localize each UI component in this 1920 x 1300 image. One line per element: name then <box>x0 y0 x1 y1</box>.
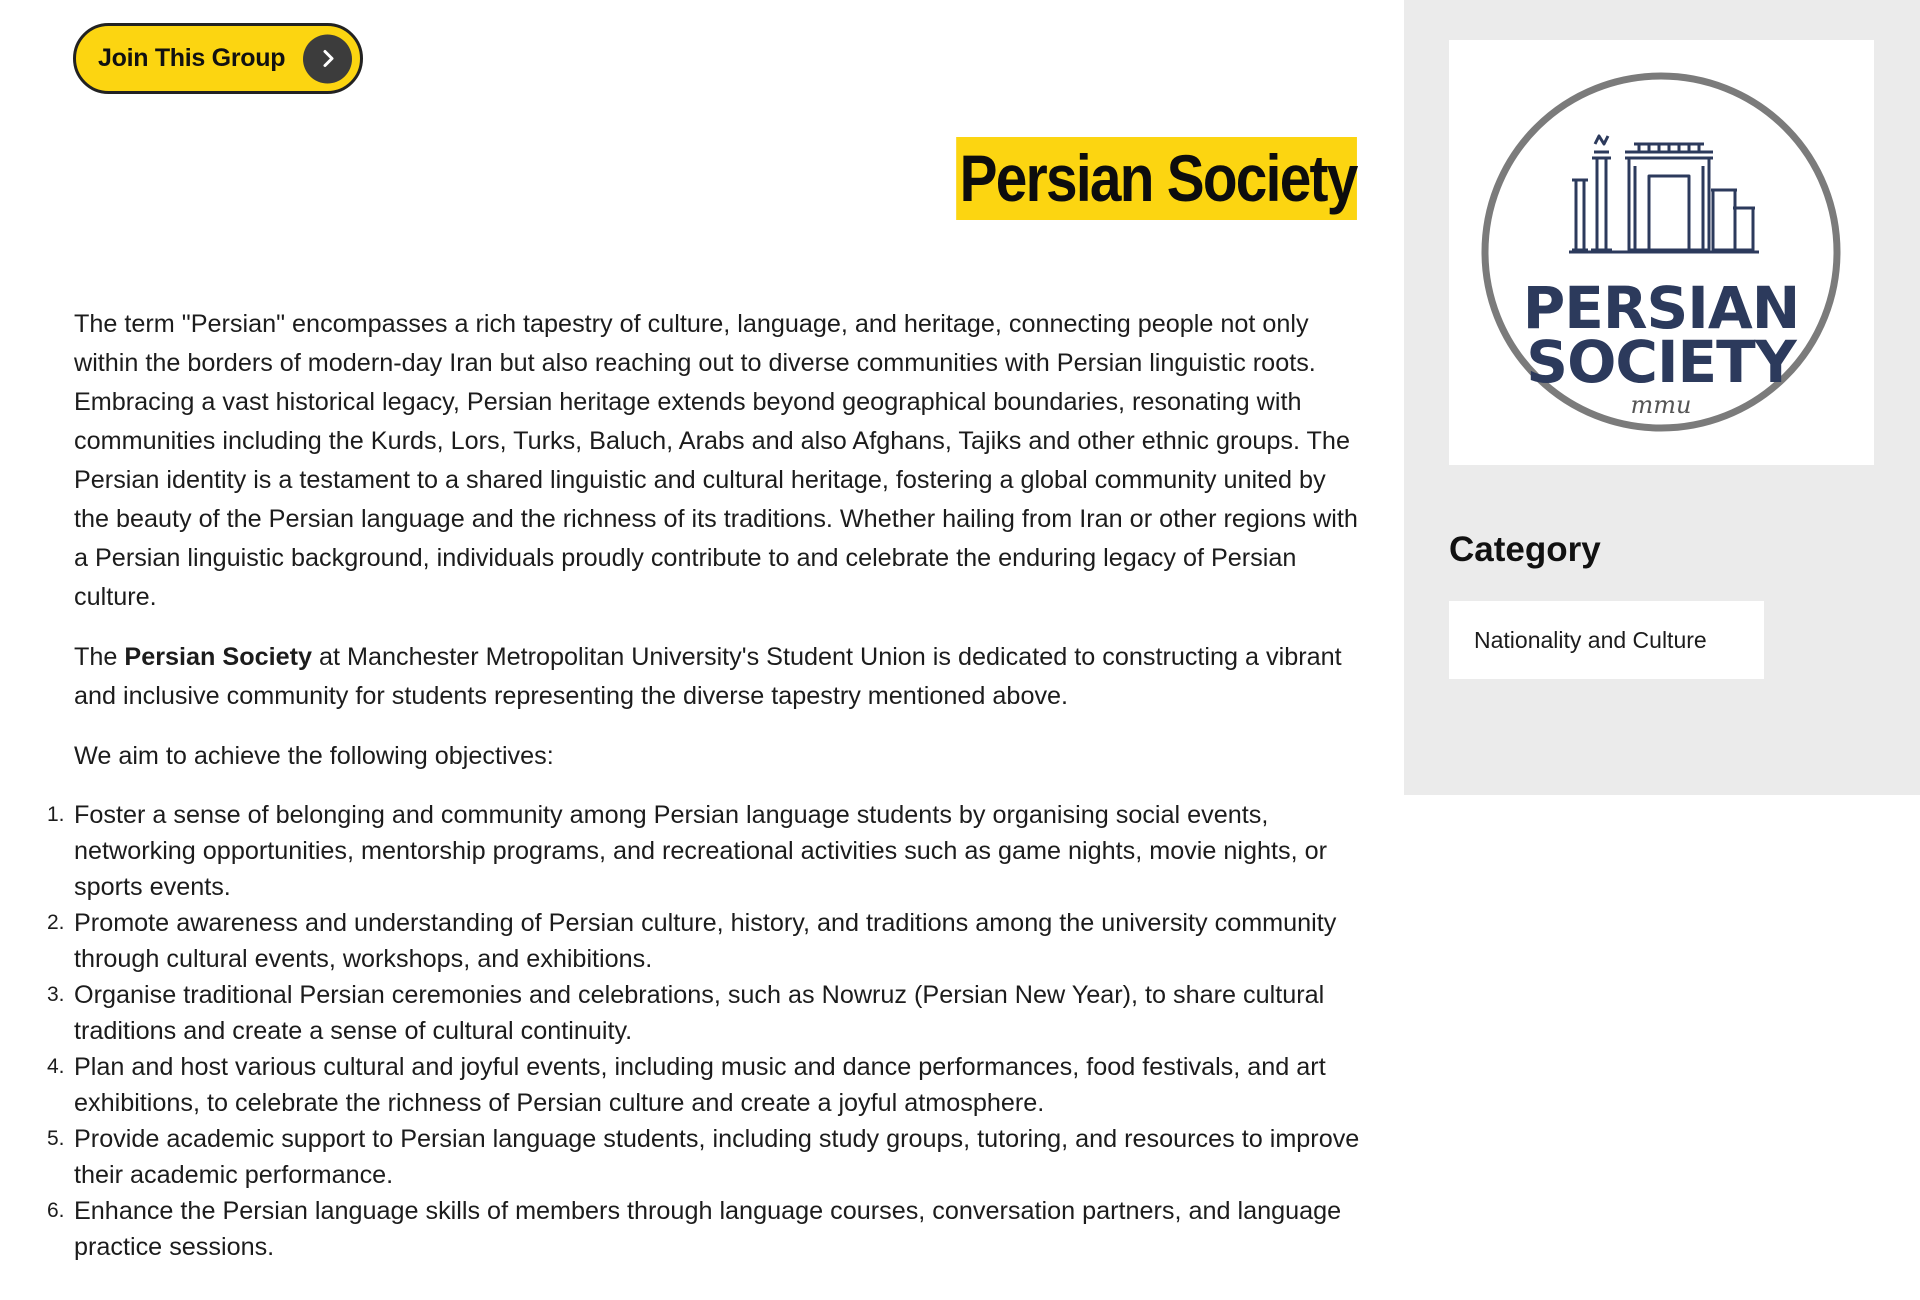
intro-paragraph: The term "Persian" encompasses a rich tapestry of culture, language, and heritage, connecting people not only within the borders of modern-day Iran but also reaching out to diverse communities with Persian linguistic roots. Embracing a vast historical legacy, Persian heritage extends beyond geographical boundaries, resonating with communities including the Kurds, Lors, Turks, Baluch, Arabs and also Afghans, Tajiks and other ethnic groups. The Persian identity is a testament to a shared linguistic and cultural heritage, fostering a global community united by the beauty of the Persian language and the richness of its traditions. Whether hailing from Iran or other regions with a Persian linguistic background, individuals proudly contribute to and celebrate the enduring legacy of Persian culture. <box>74 310 1358 611</box>
group-logo <box>1449 40 1874 465</box>
join-group-button[interactable] <box>73 23 363 94</box>
society-paragraph-prefix: The <box>74 643 125 671</box>
category-heading: Category <box>1449 530 1601 569</box>
category-tag-label: Nationality and Culture <box>1474 626 1707 653</box>
objective-number: 3. <box>47 983 65 1006</box>
logo-text-line1: PERSIAN <box>1522 274 1800 342</box>
society-name-bold: Persian Society <box>124 643 313 671</box>
group-description <box>47 305 1364 1265</box>
objective-number: 1. <box>47 803 65 826</box>
logo-script-text: mmu <box>1630 391 1692 419</box>
sidebar <box>1404 0 1920 795</box>
objective-text: Provide academic support to Persian language students, including study groups, tutoring, and resources to improve their academic performance. <box>74 1125 1360 1189</box>
category-tag[interactable] <box>1449 601 1764 679</box>
persian-society-logo-icon <box>1449 40 1874 465</box>
objective-text: Plan and host various cultural and joyful events, including music and dance performances, food festivals, and art exhibitions, to celebrate the richness of Persian culture and create a joyful atmosphere. <box>74 1053 1326 1117</box>
objective-number: 4. <box>47 1055 65 1078</box>
objective-item <box>47 1121 1364 1193</box>
society-paragraph-suffix: at Manchester Metropolitan University's Student Union is dedicated to constructing a vibrant and inclusive community for students representing the diverse tapestry mentioned above. <box>74 643 1342 710</box>
objective-text: Organise traditional Persian ceremonies and celebrations, such as Nowruz (Persian New Year), to share cultural traditions and create a sense of cultural continuity. <box>74 981 1325 1045</box>
objective-text: Foster a sense of belonging and community among Persian language students by organising social events, networking opportunities, mentorship programs, and recreational activities such as game nights, movie nights, or sports events. <box>74 801 1328 901</box>
objective-text: Promote awareness and understanding of Persian culture, history, and traditions among the university community through cultural events, workshops, and exhibitions. <box>74 909 1337 973</box>
objective-item <box>47 1193 1364 1265</box>
objective-number: 6. <box>47 1199 65 1222</box>
page-title: Persian Society <box>957 137 1357 220</box>
society-paragraph <box>74 638 1364 716</box>
join-group-label: Join This Group <box>98 44 286 72</box>
objective-item <box>47 1049 1364 1121</box>
objective-text: Enhance the Persian language skills of members through language courses, conversation partners, and language practice sessions. <box>74 1197 1342 1261</box>
objectives-intro: We aim to achieve the following objectives: <box>74 742 554 770</box>
logo-text-line2: SOCIETY <box>1526 328 1796 396</box>
objective-number: 2. <box>47 911 65 934</box>
objective-item <box>47 905 1364 977</box>
objective-number: 5. <box>47 1127 65 1150</box>
chevron-right-icon <box>303 34 352 83</box>
objectives-list <box>47 797 1364 1265</box>
objective-item <box>47 797 1364 905</box>
objective-item <box>47 977 1364 1049</box>
